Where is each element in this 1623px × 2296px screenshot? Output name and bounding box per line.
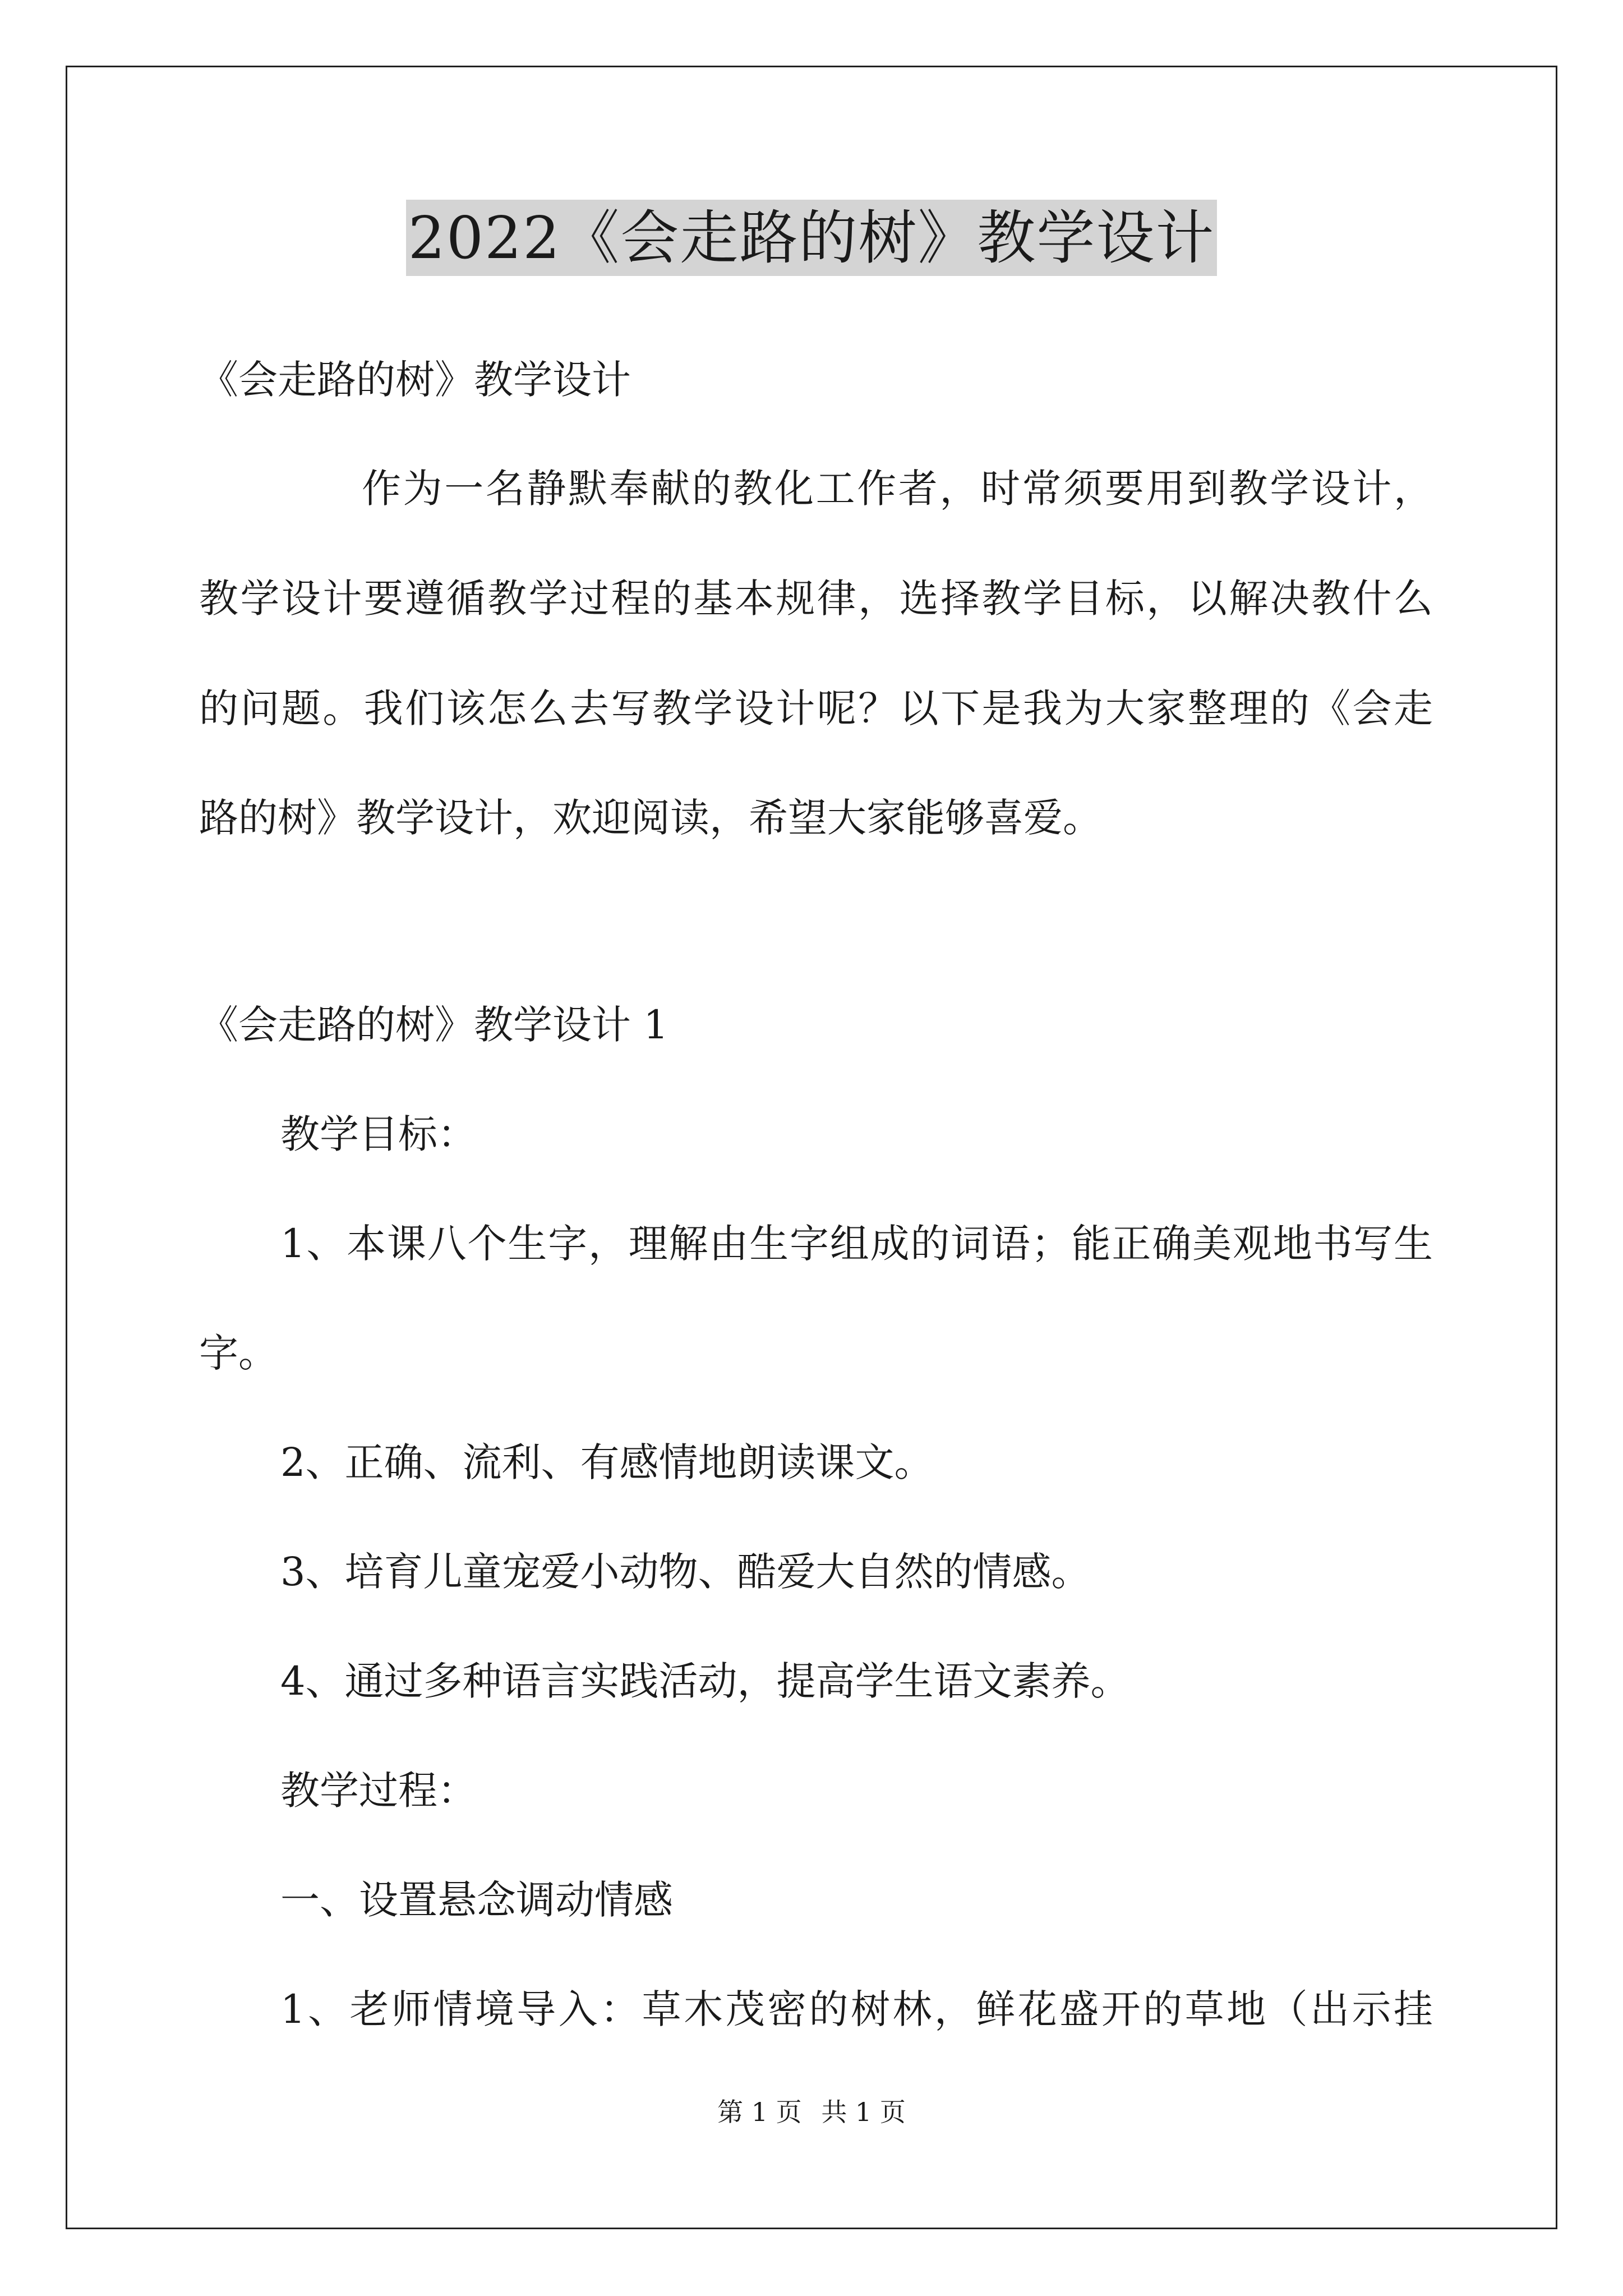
intro-line-3: 的问题。我们该怎么去写教学设计呢？以下是我为大家整理的《会走 [199, 685, 1433, 731]
page-number: 第 1 页 [717, 2097, 802, 2127]
goal-1-line-1: 1、本课八个生字，理解由生字组成的词语；能正确美观地书写生 [280, 1221, 1433, 1267]
page-footer [0, 2095, 1623, 2129]
step-1-heading: 一、设置悬念调动情感 [280, 1877, 673, 1923]
goal-3: 3、培育儿童宠爱小动物、酷爱大自然的情感。 [280, 1549, 1091, 1595]
goal-1-line-2: 字。 [199, 1330, 278, 1376]
goals-heading: 教学目标： [280, 1111, 477, 1157]
section-heading-1: 《会走路的树》教学设计 1 [199, 1002, 668, 1048]
process-heading: 教学过程： [280, 1768, 477, 1814]
goal-4: 4、通过多种语言实践活动，提高学生语文素养。 [280, 1658, 1130, 1704]
subtitle: 《会走路的树》教学设计 [199, 357, 631, 403]
page-total: 共 1 页 [821, 2097, 906, 2127]
step-1-item-1: 1、老师情境导入：草木茂密的树林，鲜花盛开的草地（出示挂 [280, 1986, 1433, 2032]
title-container [0, 200, 1623, 276]
document-title: 2022《会走路的树》教学设计 [406, 200, 1218, 276]
intro-line-2: 教学设计要遵循教学过程的基本规律，选择教学目标，以解决教什么 [199, 576, 1433, 622]
intro-line-4: 路的树》教学设计，欢迎阅读，希望大家能够喜爱。 [199, 795, 1102, 841]
goal-2: 2、正确、流利、有感情地朗读课文。 [280, 1439, 934, 1485]
intro-line-1: 作为一名静默奉献的教化工作者，时常须要用到教学设计， [362, 466, 1433, 512]
